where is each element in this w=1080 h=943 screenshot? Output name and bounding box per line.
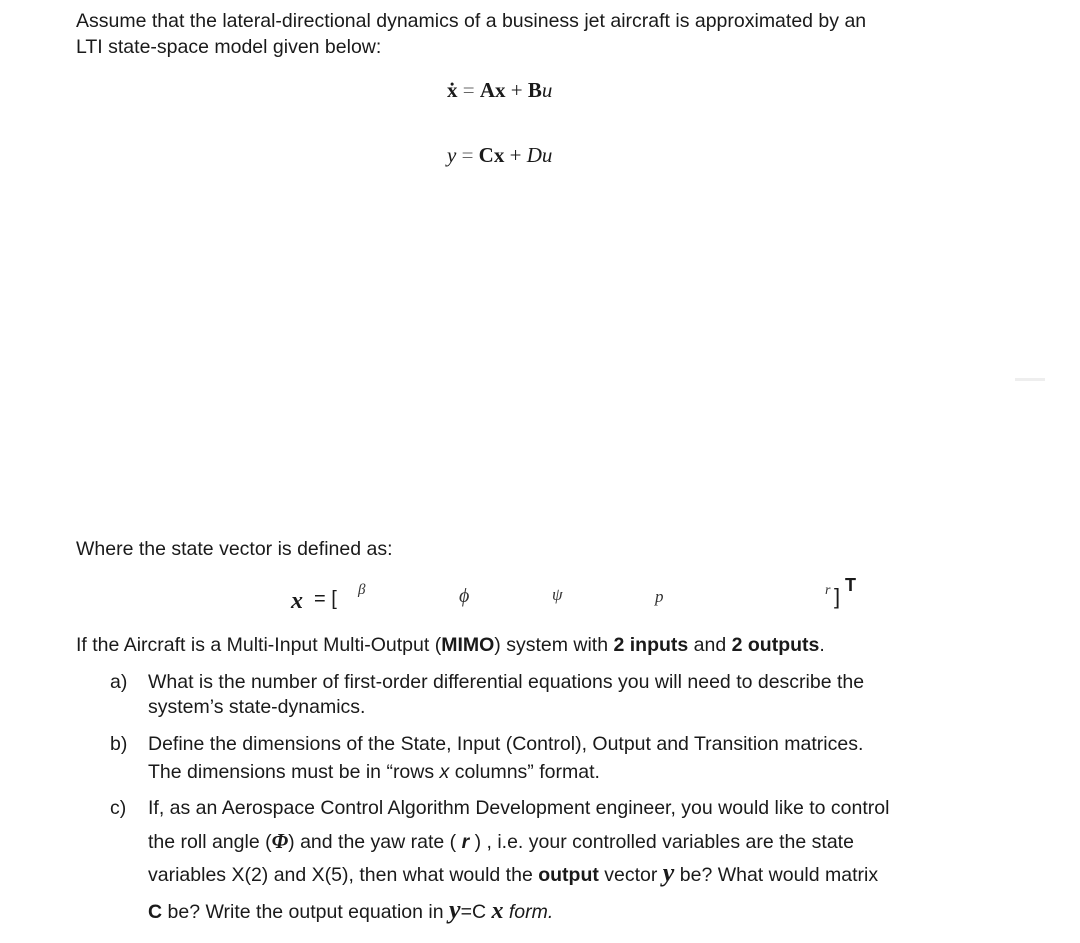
question-b-line-2: The dimensions must be in “rows x columns” format. [148,761,600,783]
psi-symbol: ψ [552,585,563,604]
question-a-line-1: What is the number of first-order differential equations you will need to describe the [148,671,865,693]
question-a-line-2: system’s state-dynamics. [148,696,366,718]
beta-symbol: β [358,582,366,598]
state-vector-intro: Where the state vector is defined as: [76,538,393,560]
intro-line-1: Assume that the lateral-directional dynamics of a business jet aircraft is approximated by an [76,10,867,32]
state-vector-x: x [291,588,303,614]
output-equation: y = Cx + Du [447,143,553,167]
x-dot: ẋ [447,78,458,102]
state-vector-close: ] [834,584,841,609]
question-c-line-3: variables X(2) and X(5), then what would the output vector y be? What would matrix [148,858,879,887]
question-c-line-4: C be? Write the output equation in y=C x form. [148,895,554,924]
question-c-line-2: the roll angle (Φ) and the yaw rate ( r ) , i.e. your controlled variables are the state [148,829,854,853]
intro-line-2: LTI state-space model given below: [76,36,382,58]
state-vector-open: = [ [314,588,337,610]
question-c-line-1: If, as an Aerospace Control Algorithm Development engineer, you would like to control [148,797,890,819]
phi-capital-symbol: Φ [271,829,289,853]
question-b-label: b) [110,733,128,755]
state-equation: ẋ = Ax + Bu [447,78,553,102]
question-b-line-1: Define the dimensions of the State, Input (Control), Output and Transition matrices. [148,733,864,755]
question-c-label: c) [110,797,127,819]
mimo-sentence: If the Aircraft is a Multi-Input Multi-Output (MIMO) system with 2 inputs and 2 outputs. [76,634,825,656]
phi-symbol: ϕ [459,585,470,607]
transpose-symbol: T [845,575,856,595]
scan-artifact [1015,378,1045,381]
p-symbol: p [655,587,664,606]
r-symbol: r [825,583,831,598]
output-vector-y: y [662,858,675,887]
question-a-label: a) [110,671,128,693]
